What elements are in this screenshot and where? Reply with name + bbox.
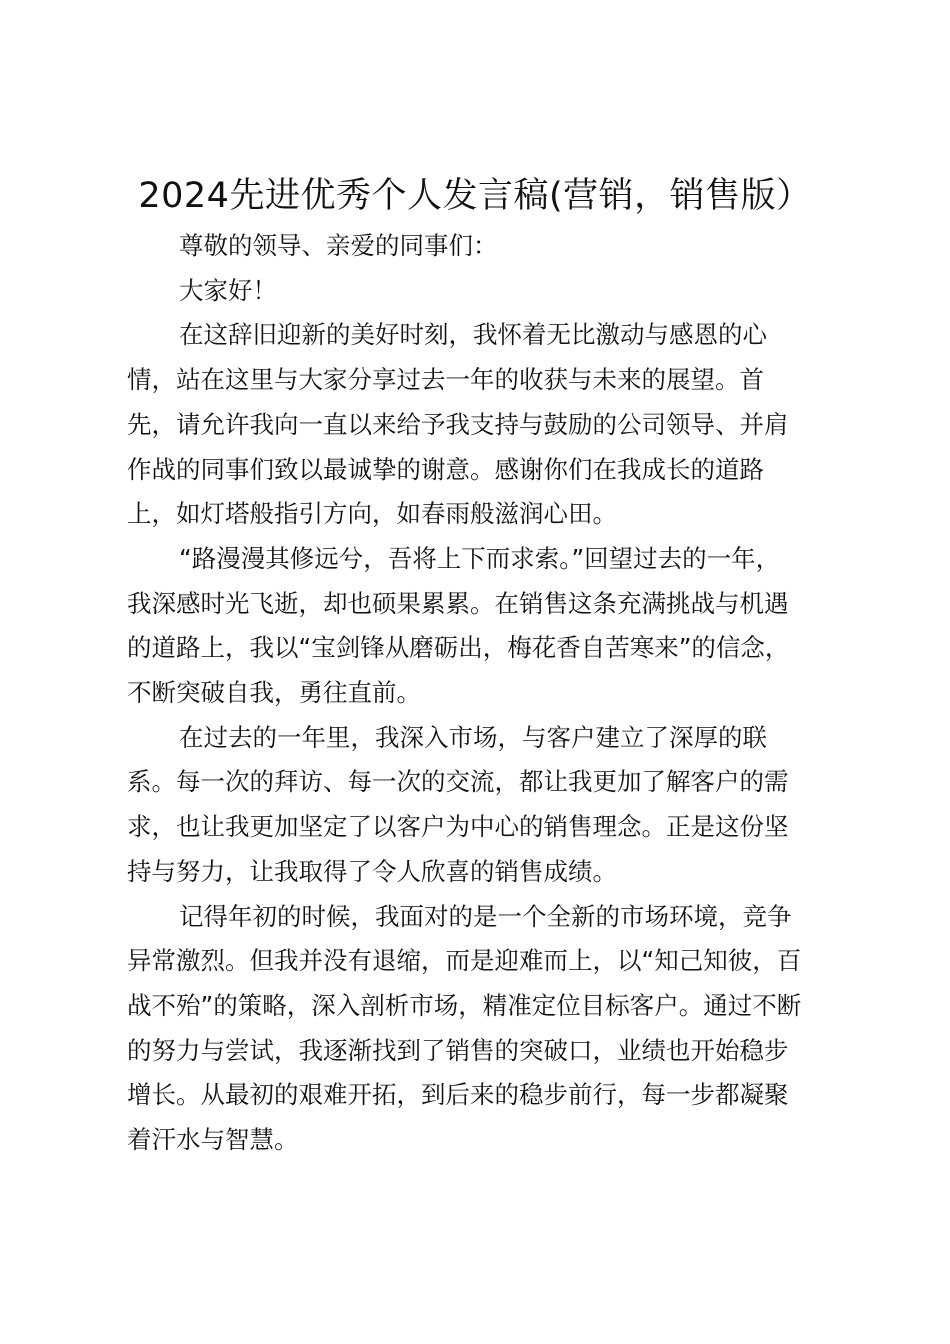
body-paragraph-2 (127, 537, 839, 716)
text-line: 尊敬的领导、亲爱的同事们： (179, 231, 498, 260)
text-line: 战不殆”的策略，深入剖析市场，精准定位目标客户。通过不断 (127, 990, 802, 1020)
body-paragraph-1 (127, 313, 839, 537)
text-line: 求，也让我更加坚定了以客户为中心的销售理念。正是这份坚 (127, 812, 789, 842)
text-line: 上，如灯塔般指引方向，如春雨般滋润心田。 (127, 499, 617, 529)
text-line: 记得年初的时候，我面对的是一个全新的市场环境，竞争 (179, 901, 792, 931)
text-line: 增长。从最初的艰难开拓，到后来的稳步前行，每一步都凝聚 (127, 1080, 789, 1110)
greeting-paragraph (127, 269, 839, 314)
text-line: 异常激烈。但我并没有退缩，而是迎难而上，以“知己知彼，百 (127, 946, 802, 976)
document-title: 2024先进优秀个人发言稿(营销，销售版） (138, 176, 812, 216)
text-line: 作战的同事们致以最诚挚的谢意。感谢你们在我成长的道路 (127, 454, 764, 484)
text-line: 系。每一次的拜访、每一次的交流，都让我更加了解客户的需 (127, 767, 789, 797)
body-paragraph-4 (127, 895, 839, 1163)
body-paragraph-3 (127, 716, 839, 895)
document-body (127, 224, 839, 1163)
text-line: 在这辞旧迎新的美好时刻，我怀着无比激动与感恩的心 (179, 320, 767, 350)
text-line: 大家好！ (179, 275, 277, 305)
salutation-paragraph (127, 224, 839, 269)
text-line: 情，站在这里与大家分享过去一年的收获与未来的展望。首 (127, 365, 764, 395)
text-line: 的道路上，我以“宝剑锋从磨砺出，梅花香自苦寒来”的信念， (127, 633, 790, 663)
text-line: 先，请允许我向一直以来给予我支持与鼓励的公司领导、并肩 (127, 409, 789, 439)
text-line: 持与努力，让我取得了令人欣喜的销售成绩。 (127, 856, 617, 886)
text-line: 我深感时光飞逝，却也硕果累累。在销售这条充满挑战与机遇 (127, 588, 789, 618)
text-line: 不断突破自我，勇往直前。 (127, 678, 421, 708)
text-line: “路漫漫其修远兮，吾将上下而求索。”回望过去的一年， (179, 543, 781, 573)
text-line: 着汗水与智慧。 (127, 1125, 299, 1155)
text-line: 在过去的一年里，我深入市场，与客户建立了深厚的联 (179, 722, 767, 752)
text-line: 的努力与尝试，我逐渐找到了销售的突破口，业绩也开始稳步 (127, 1035, 789, 1065)
